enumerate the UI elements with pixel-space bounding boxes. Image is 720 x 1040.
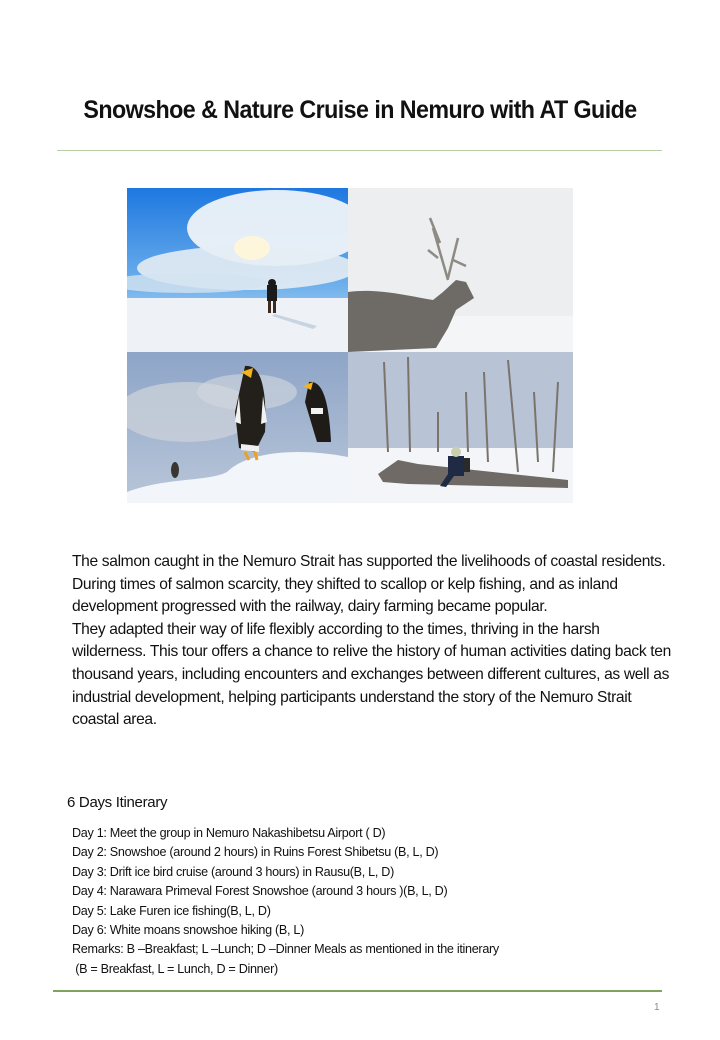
photo-snowfield-hiker — [127, 188, 348, 352]
itinerary-item-day-4: Day 4: Narawara Primeval Forest Snowshoe (around 3 hours )(B, L, D) — [72, 884, 448, 899]
photo-sika-deer — [348, 188, 573, 352]
itinerary-list — [72, 824, 499, 979]
tour-description — [72, 551, 672, 732]
itinerary-item-day-2: Day 2: Snowshoe (around 2 hours) in Ruins Forest Shibetsu (B, L, D) — [72, 845, 439, 860]
itinerary-item-day-5: Day 5: Lake Furen ice fishing(B, L, D) — [72, 903, 271, 918]
photo-ruins-forest-snowshoer — [348, 352, 573, 503]
itinerary-item-day-3: Day 3: Drift ice bird cruise (around 3 hours) in Rausu(B, L, D) — [72, 864, 394, 879]
page-number: 1 — [654, 1002, 660, 1013]
footer-divider — [53, 990, 662, 992]
photo-collage — [127, 188, 573, 503]
page-title: Snowshoe & Nature Cruise in Nemuro with AT Guide — [83, 96, 637, 124]
title-divider — [57, 150, 662, 151]
itinerary-meal-legend: (B = Breakfast, L = Lunch, D = Dinner) — [72, 961, 278, 976]
photo-stellers-sea-eagles — [127, 352, 348, 503]
itinerary-title: 6 Days Itinerary — [67, 794, 168, 811]
description-paragraph-2: They adapted their way of life flexibly according to the times, thriving in the harsh wilderness. This tour offers a chance to relive the history of human activities dating back ten thousand years, including encounters and exchanges between different cultures, as well as industrial development, helping participants understand the story of the Nemuro Strait coastal area. — [72, 620, 671, 729]
itinerary-remarks: Remarks: B –Breakfast; L –Lunch; D –Dinner Meals as mentioned in the itinerary — [72, 942, 499, 957]
itinerary-item-day-1: Day 1: Meet the group in Nemuro Nakashibetsu Airport ( D) — [72, 826, 386, 840]
description-paragraph-1: The salmon caught in the Nemuro Strait has supported the livelihoods of coastal residents. During times of salmon scarcity, they shifted to scallop or kelp fishing, and as inland development progressed with the railway, dairy farming became popular. — [72, 553, 666, 616]
itinerary-item-day-6: Day 6: White moans snowshoe hiking (B, L) — [72, 923, 304, 938]
